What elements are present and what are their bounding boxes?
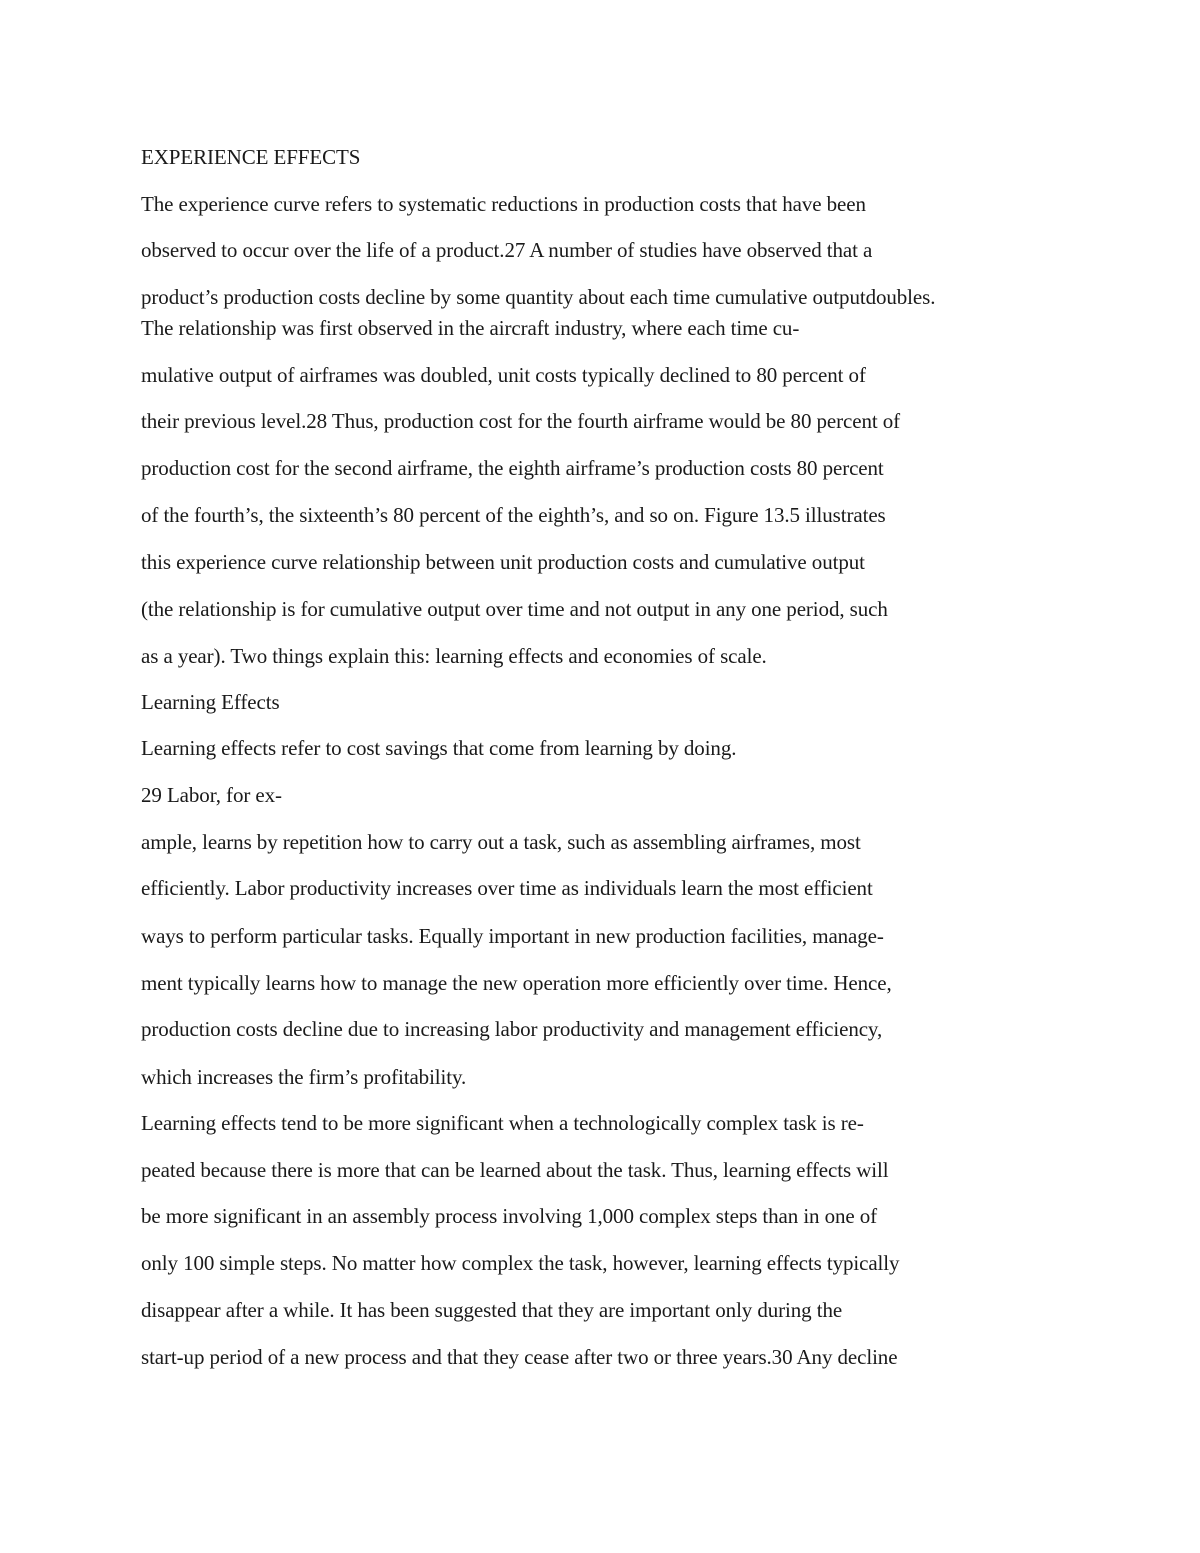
- text-line: production costs decline due to increasing labor productivity and management efficiency,: [141, 1017, 883, 1041]
- text-line: Learning effects refer to cost savings that come from learning by doing.: [141, 736, 737, 760]
- text-line: Learning effects tend to be more significant when a technologically complex task is re-: [141, 1111, 864, 1135]
- text-line: only 100 simple steps. No matter how complex the task, however, learning effects typically: [141, 1251, 900, 1275]
- text-line: observed to occur over the life of a product.27 A number of studies have observed that a: [141, 238, 873, 262]
- text-line: ample, learns by repetition how to carry out a task, such as assembling airframes, most: [141, 830, 861, 854]
- text-line: (the relationship is for cumulative output over time and not output in any one period, such: [141, 597, 888, 621]
- text-line: as a year). Two things explain this: learning effects and economies of scale.: [141, 644, 767, 668]
- text-line: be more significant in an assembly process involving 1,000 complex steps than in one of: [141, 1204, 878, 1228]
- text-line: their previous level.28 Thus, production cost for the fourth airframe would be 80 percent of: [141, 409, 901, 433]
- text-line: peated because there is more that can be learned about the task. Thus, learning effects will: [141, 1158, 889, 1182]
- text-line: disappear after a while. It has been suggested that they are important only during the: [141, 1298, 843, 1322]
- text-line: The relationship was first observed in the aircraft industry, where each time cu-: [141, 316, 800, 340]
- section-heading: EXPERIENCE EFFECTS: [141, 145, 361, 169]
- text-line: of the fourth’s, the sixteenth’s 80 percent of the eighth’s, and so on. Figure 13.5 illustrates: [141, 503, 886, 527]
- text-line: The experience curve refers to systematic reductions in production costs that have been: [141, 192, 866, 216]
- text-line: efficiently. Labor productivity increases over time as individuals learn the most efficient: [141, 876, 873, 900]
- text-line: ways to perform particular tasks. Equally important in new production facilities, manage-: [141, 924, 884, 948]
- text-line: this experience curve relationship between unit production costs and cumulative output: [141, 550, 865, 574]
- text-line: mulative output of airframes was doubled, unit costs typically declined to 80 percent of: [141, 363, 866, 387]
- text-line: ment typically learns how to manage the new operation more efficiently over time. Hence,: [141, 971, 892, 995]
- text-line: start-up period of a new process and that they cease after two or three years.30 Any decline: [141, 1345, 898, 1369]
- text-line: which increases the firm’s profitability.: [141, 1065, 467, 1089]
- text-line: 29 Labor, for ex-: [141, 783, 282, 807]
- text-line: production cost for the second airframe, the eighth airframe’s production costs 80 percent: [141, 456, 884, 480]
- subsection-heading: Learning Effects: [141, 690, 280, 714]
- text-line: product’s production costs decline by some quantity about each time cumulative outputdoubles.: [141, 285, 936, 309]
